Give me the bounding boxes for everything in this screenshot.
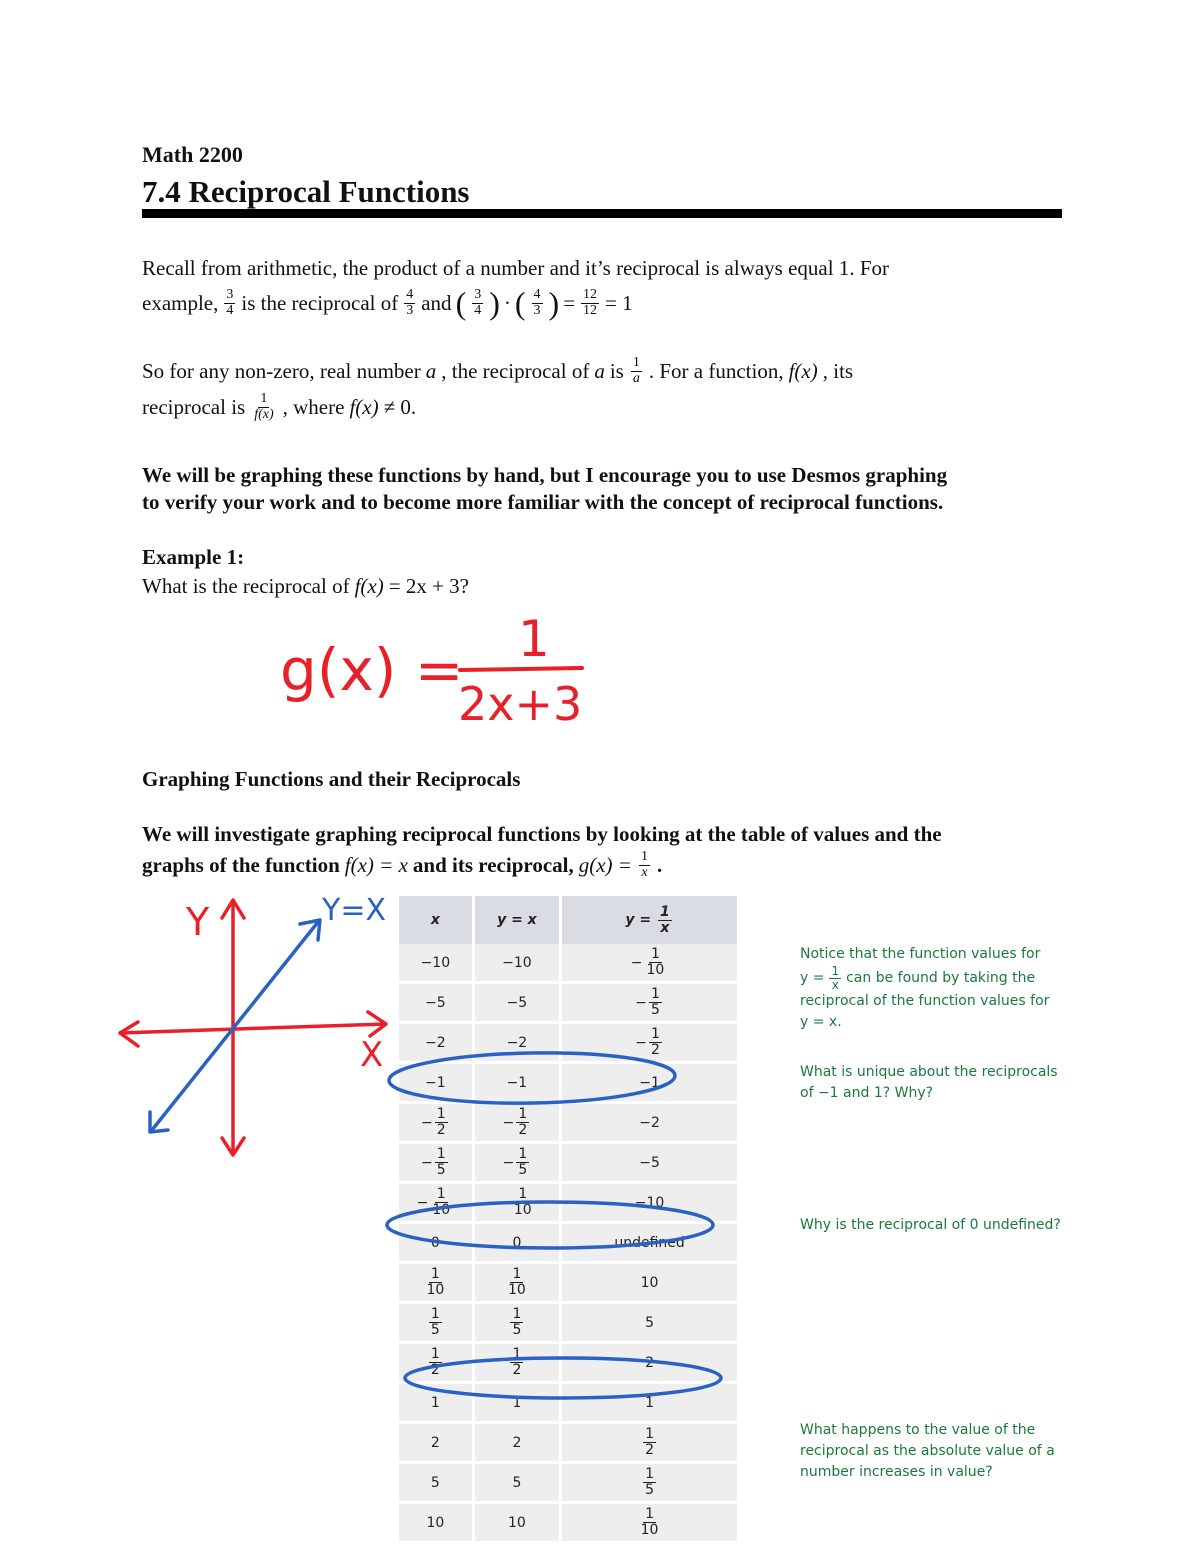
- cell-reciprocal: $\frac{1}{10}$: [562, 1504, 737, 1544]
- cell-reciprocal: $\frac{1}{2}$: [562, 1424, 737, 1464]
- fraction: $\frac{3}{4}$: [474, 287, 482, 318]
- definition-line2: reciprocal is $\frac{1}{f(x)}$ , where f(x) ≠ 0.: [142, 391, 417, 422]
- cell-y: −10: [475, 944, 562, 984]
- column-header-reciprocal: y = $\frac{1}{x}$: [562, 896, 737, 944]
- cell-x: −2: [399, 1024, 475, 1064]
- cell-x: $\frac{1}{10}$: [399, 1264, 475, 1304]
- intro-example: example, $\frac{3}{4}$ is the reciprocal of $\frac{4}{3}$ and ( $\frac{3}{4}$ ) · ( $\frac{4}{3}$ ) = $\frac{12}{12}$ = 1: [142, 285, 633, 321]
- cell-y: −2: [475, 1024, 562, 1064]
- example1-heading: Example 1:: [142, 545, 245, 569]
- cell-y: $\frac{1}{5}$: [475, 1304, 562, 1344]
- cell-y: − $\frac{1}{10}$: [475, 1184, 562, 1224]
- cell-y: 10: [475, 1504, 562, 1544]
- column-header-x: x: [399, 896, 475, 944]
- cell-x: $\frac{1}{2}$: [399, 1344, 475, 1384]
- cell-y: $\frac{1}{2}$: [475, 1344, 562, 1384]
- answer-lhs: g(x) =: [280, 636, 464, 704]
- cell-y: − $\frac{1}{5}$: [475, 1144, 562, 1184]
- cell-reciprocal: − $\frac{1}{2}$: [562, 1024, 737, 1064]
- section-line2: graphs of the function f(x) = x and its reciprocal, g(x) = $\frac{1}{x}$ .: [142, 849, 663, 880]
- intro-is-text: is the reciprocal of: [241, 290, 399, 315]
- desmos-line1: We will be graphing these functions by hand, but I encourage you to use Desmos graphing: [142, 463, 948, 487]
- cell-reciprocal: 1: [562, 1384, 737, 1424]
- cell-y: 2: [475, 1424, 562, 1464]
- note-unique: What is unique about the reciprocals of −1 and 1? Why?: [800, 1064, 1058, 1101]
- cell-y: −1: [475, 1064, 562, 1104]
- cell-reciprocal: − $\frac{1}{10}$: [562, 944, 737, 984]
- cell-y: −5: [475, 984, 562, 1024]
- cell-x: 1: [399, 1384, 475, 1424]
- cell-x: −5: [399, 984, 475, 1024]
- fraction: $\frac{4}{3}$: [533, 287, 541, 318]
- intro-example-lead: example,: [142, 290, 219, 315]
- cell-x: 0: [399, 1224, 475, 1264]
- course-label: Math 2200: [142, 142, 243, 167]
- cell-reciprocal: $\frac{1}{5}$: [562, 1464, 737, 1504]
- cell-reciprocal: −10: [562, 1184, 737, 1224]
- intro-line1: Recall from arithmetic, the product of a number and it’s reciprocal is always equal 1. For: [142, 256, 890, 280]
- cell-x: $\frac{1}{5}$: [399, 1304, 475, 1344]
- column-header-y-equals-x: y = x: [475, 896, 562, 944]
- fraction: $\frac{1}{a}$: [632, 355, 640, 386]
- fraction: $\frac{1}{f(x)}$: [254, 391, 274, 422]
- cell-reciprocal: 2: [562, 1344, 737, 1384]
- fraction: $\frac{4}{3}$: [406, 287, 414, 318]
- fraction: $\frac{3}{4}$: [226, 287, 234, 318]
- cell-y: − $\frac{1}{2}$: [475, 1104, 562, 1144]
- answer-numerator: 1: [518, 610, 550, 668]
- cell-x: 10: [399, 1504, 475, 1544]
- cell-y: $\frac{1}{10}$: [475, 1264, 562, 1304]
- circle-row-0: [387, 1202, 713, 1248]
- y-axis-label: Y: [186, 900, 210, 944]
- cell-reciprocal: − $\frac{1}{5}$: [562, 984, 737, 1024]
- cell-x: −10: [399, 944, 475, 984]
- cell-y: 0: [475, 1224, 562, 1264]
- cell-y: 1: [475, 1384, 562, 1424]
- cell-reciprocal: 10: [562, 1264, 737, 1304]
- fraction: $\frac{12}{12}$: [583, 287, 598, 318]
- cell-y: 5: [475, 1464, 562, 1504]
- intro-and-text: and: [421, 290, 452, 315]
- cell-reciprocal: −2: [562, 1104, 737, 1144]
- example1-question: What is the reciprocal of f(x) = 2x + 3?: [142, 574, 469, 598]
- line-label: Y=X: [322, 893, 387, 928]
- cell-x: −1: [399, 1064, 475, 1104]
- cell-x: − $\frac{1}{5}$: [399, 1144, 475, 1184]
- definition-line1: So for any non-zero, real number a , the reciprocal of a is $\frac{1}{a}$ . For a function, f(x) , its: [142, 355, 854, 386]
- circle-row-neg1: [389, 1051, 676, 1106]
- note-reciprocal-values: Notice that the function values for y = $\frac{1}{x}$ can be found by taking the reciprocal of the function values for y = x.: [800, 946, 1050, 1031]
- answer-denominator: 2x+3: [458, 677, 583, 731]
- cell-x: 5: [399, 1464, 475, 1504]
- cell-reciprocal: undefined: [562, 1224, 737, 1264]
- cell-reciprocal: −1: [562, 1064, 737, 1104]
- section-heading: Graphing Functions and their Reciprocals: [142, 767, 521, 791]
- section-line1: We will investigate graphing reciprocal functions by looking at the table of values and the: [142, 822, 942, 846]
- cell-x: − $\frac{1}{10}$: [399, 1184, 475, 1224]
- note-absolute-value: What happens to the value of the reciprocal as the absolute value of a number increases in value?: [800, 1422, 1055, 1480]
- fraction: $\frac{1}{x}$: [640, 849, 648, 880]
- cell-x: 2: [399, 1424, 475, 1464]
- cell-reciprocal: 5: [562, 1304, 737, 1344]
- desmos-line2: to verify your work and to become more familiar with the concept of reciprocal functions.: [142, 490, 944, 514]
- x-axis-label: X: [360, 1035, 384, 1075]
- cell-reciprocal: −5: [562, 1144, 737, 1184]
- note-zero: Why is the reciprocal of 0 undefined?: [800, 1217, 1061, 1233]
- page-title: 7.4 Reciprocal Functions: [142, 174, 470, 209]
- cell-x: − $\frac{1}{2}$: [399, 1104, 475, 1144]
- circle-row-1: [405, 1358, 721, 1398]
